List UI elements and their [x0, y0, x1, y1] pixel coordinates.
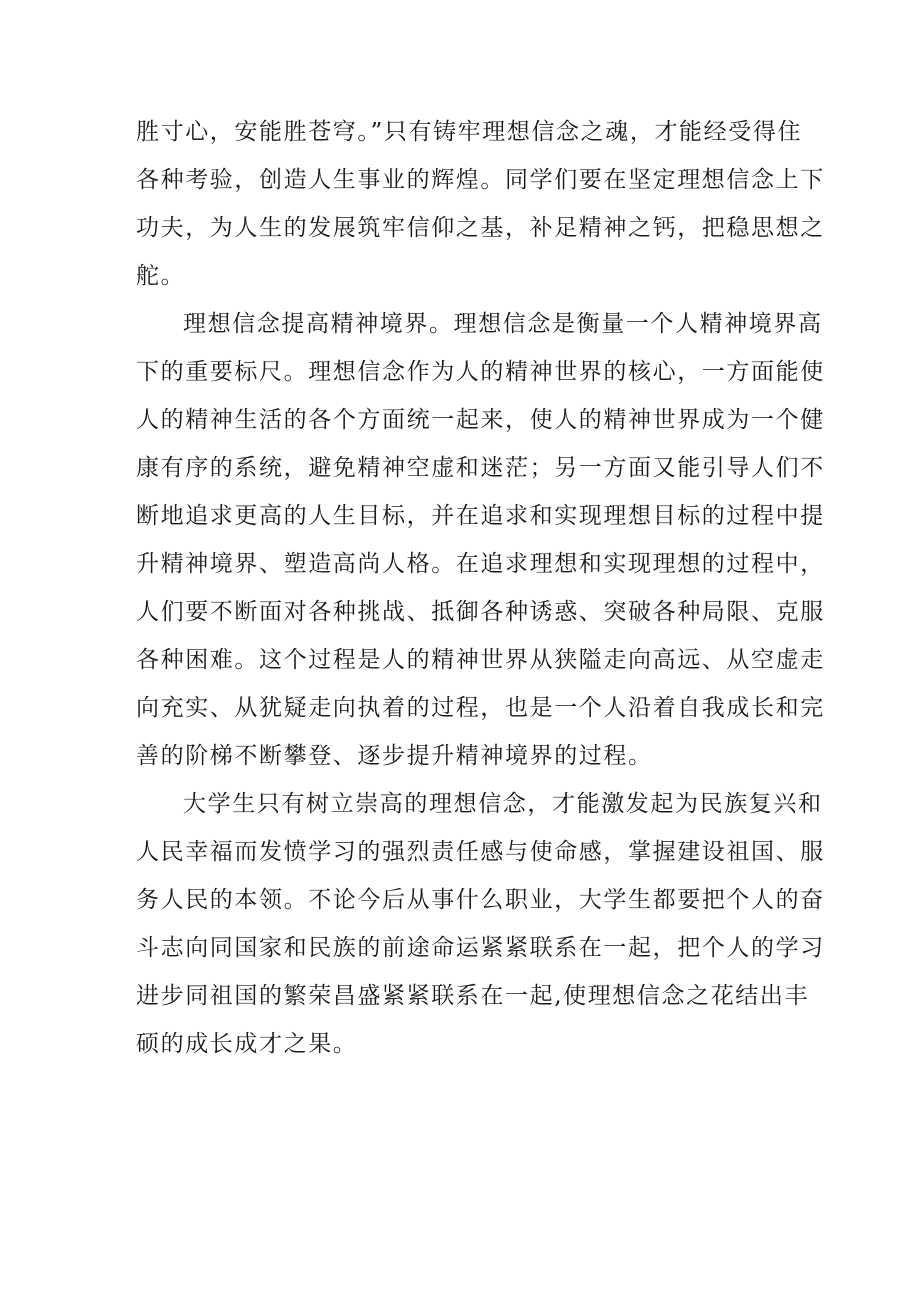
paragraph-line: 功夫，为人生的发展筑牢信仰之基，补足精神之钙，把稳思想之	[136, 215, 825, 241]
paragraph-line: 下的重要标尺。理想信念作为人的精神世界的核心，一方面能使	[136, 359, 825, 385]
paragraph-first-line: 大学生只有树立崇高的理想信念，才能激发起为民族复兴和	[183, 791, 823, 817]
paragraph-line: 硕的成长成才之果。	[136, 1031, 358, 1057]
paragraph-first-line: 理想信念提高精神境界。理想信念是衡量一个人精神境界高	[183, 311, 823, 337]
paragraph-line: 胜寸心，安能胜苍穹。”只有铸牢理想信念之魂，才能经受得住	[136, 119, 803, 145]
paragraph-line: 人的精神生活的各个方面统一起来，使人的精神世界成为一个健	[136, 407, 825, 433]
paragraph-line: 向充实、从犹疑走向执着的过程，也是一个人沿着自我成长和完	[136, 695, 825, 721]
paragraph-line: 斗志向同国家和民族的前途命运紧紧联系在一起，把个人的学习	[136, 935, 825, 961]
paragraph-line: 进步同祖国的繁荣昌盛紧紧联系在一起,使理想信念之花结出丰	[136, 983, 810, 1009]
paragraph-line: 各种困难。这个过程是人的精神世界从狭隘走向高远、从空虚走	[136, 647, 825, 673]
paragraph-line: 各种考验，创造人生事业的辉煌。同学们要在坚定理想信念上下	[136, 167, 825, 193]
paragraph-line: 康有序的系统，避免精神空虚和迷茫；另一方面又能引导人们不	[136, 455, 825, 481]
paragraph-line: 善的阶梯不断攀登、逐步提升精神境界的过程。	[136, 743, 653, 769]
paragraph-line: 断地追求更高的人生目标，并在追求和实现理想目标的过程中提	[136, 503, 825, 529]
paragraph-line: 务人民的本领。不论今后从事什么职业，大学生都要把个人的奋	[136, 887, 825, 913]
paragraph-line: 人民幸福而发愤学习的强烈责任感与使命感，掌握建设祖国、服	[136, 839, 825, 865]
paragraph-line: 人们要不断面对各种挑战、抵御各种诱惑、突破各种局限、克服	[136, 599, 825, 625]
paragraph-line: 舵。	[136, 263, 186, 289]
paragraph-line: 升精神境界、塑造高尚人格。在追求理想和实现理想的过程中，	[136, 551, 825, 577]
